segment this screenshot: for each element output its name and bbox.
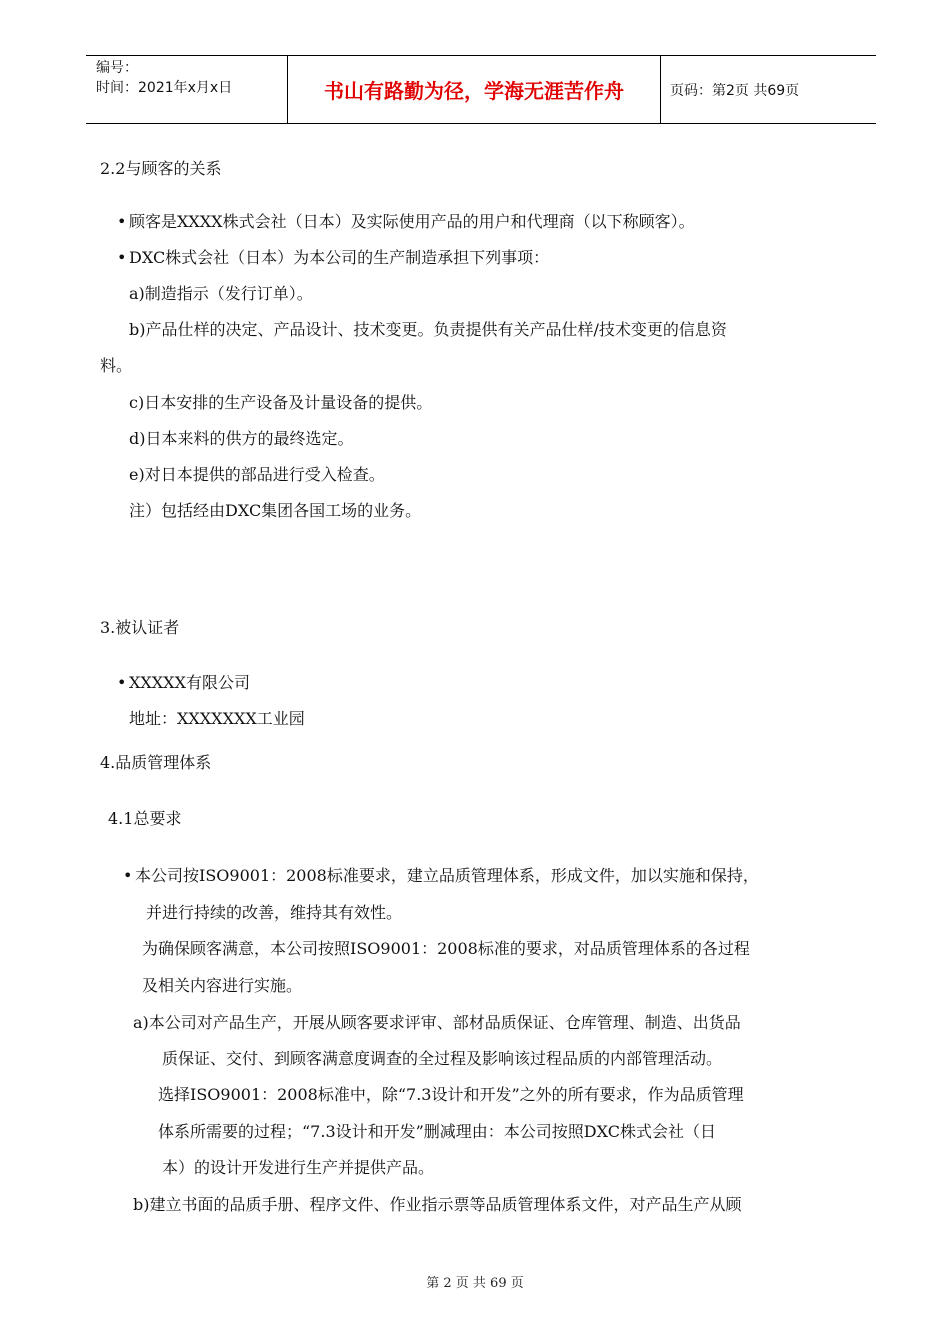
time-label: 时间：2021年x月x日: [96, 80, 233, 96]
bullet-icon: •: [123, 866, 133, 885]
sub-item-a-cont: 质保证、交付、到顾客满意度调查的全过程及影响该过程品质的内部管理活动。: [162, 1049, 723, 1068]
bullet-icon: •: [117, 248, 127, 267]
list-item: • 本公司按ISO9001：2008标准要求，建立品质管理体系，形成文件，加以实施和保持，: [123, 866, 759, 885]
section-3-title: 3.被认证者: [100, 618, 180, 637]
sub-item-a-cont: 选择ISO9001：2008标准中，除“7.3设计和开发”之外的所有要求，作为品质管理: [158, 1085, 744, 1104]
sub-item-a-cont: 体系所需要的过程；“7.3设计和开发”删减理由：本公司按照DXC株式会社（日: [158, 1122, 716, 1141]
sub-item-b: b)建立书面的品质手册、程序文件、作业指示票等品质管理体系文件，对产品生产从顾: [133, 1195, 742, 1214]
section-2-2-title: 2.2与顾客的关系: [100, 159, 222, 178]
section-4-1-title: 4.1总要求: [108, 809, 182, 828]
section-4-title: 4.品质管理体系: [100, 753, 212, 772]
page-footer: 第 2 页 共 69 页: [426, 1276, 524, 1291]
list-item: • DXC株式会社（日本）为本公司的生产制造承担下列事项：: [117, 248, 550, 267]
paragraph: 为确保顾客满意，本公司按照ISO9001：2008标准的要求，对品质管理体系的各过程: [142, 939, 750, 958]
sub-item-a: a)本公司对产品生产，开展从顾客要求评审、部材品质保证、仓库管理、制造、出货品: [133, 1013, 741, 1032]
sub-item-e: e)对日本提供的部品进行受入检查。: [129, 465, 385, 484]
header-info: [96, 58, 286, 98]
list-item-cont: 并进行持续的改善，维持其有效性。: [146, 903, 403, 922]
bullet-icon: •: [117, 212, 127, 231]
list-item: • 顾客是XXXX株式会社（日本）及实际使用产品的用户和代理商（以下称顾客）。: [117, 212, 695, 231]
list-item: • XXXXX有限公司: [117, 673, 250, 692]
header-motto: 书山有路勤为径，学海无涯苦作舟: [287, 56, 661, 123]
sub-item-a-cont: 本）的设计开发进行生产并提供产品。: [162, 1158, 435, 1177]
sub-item-b-cont: 料。: [100, 356, 133, 375]
page-header: [86, 55, 876, 124]
sub-item-a: a)制造指示（发行订单）。: [129, 284, 313, 303]
address: 地址：XXXXXXX工业园: [129, 709, 305, 728]
number-label: 编号：: [96, 60, 138, 76]
sub-item-d: d)日本来料的供方的最终选定。: [129, 429, 354, 448]
note: 注）包括经由DXC集团各国工场的业务。: [129, 501, 422, 520]
sub-item-c: c)日本安排的生产设备及计量设备的提供。: [129, 393, 433, 412]
bullet-icon: •: [117, 673, 127, 692]
header-page-info: 页码：第2页 共69页: [670, 82, 800, 99]
paragraph-cont: 及相关内容进行实施。: [142, 976, 303, 995]
sub-item-b: b)产品仕样的决定、产品设计、技术变更。负责提供有关产品仕样/技术变更的信息资: [129, 320, 727, 339]
